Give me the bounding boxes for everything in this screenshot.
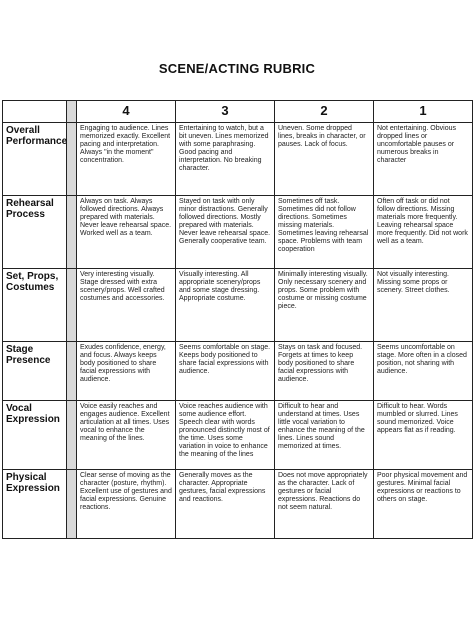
category-label: Physical Expression — [3, 470, 67, 539]
criteria-cell-3: Visually interesting. All appropriate scenery/props and some stage dressing. Appropriate costume. — [176, 269, 275, 342]
criteria-cell-1: Seems uncomfortable on stage. More often in a closed position, not sharing with audience. — [374, 342, 473, 401]
rubric-row-rehearsal-process — [3, 196, 473, 269]
criteria-cell-1: Not entertaining. Obvious dropped lines or uncomfortable pauses or numerous breaks in character — [374, 123, 473, 196]
score-header-4: 4 — [77, 101, 176, 123]
category-label: Overall Performance — [3, 123, 67, 196]
rubric-row-vocal-expression — [3, 401, 473, 470]
rubric-row-set-props-costumes — [3, 269, 473, 342]
criteria-cell-1: Difficult to hear. Words mumbled or slurred. Lines sound memorized. Voice appears flat as if reading. — [374, 401, 473, 470]
category-label: Vocal Expression — [3, 401, 67, 470]
criteria-cell-1: Poor physical movement and gestures. Minimal facial expressions or reactions to others on stage. — [374, 470, 473, 539]
category-label: Stage Presence — [3, 342, 67, 401]
category-label: Set, Props, Costumes — [3, 269, 67, 342]
rubric-row-overall-performance — [3, 123, 473, 196]
criteria-cell-3: Stayed on task with only minor distractions. Generally followed directions. Mostly prepared with materials. Never leave rehearsal space. Generally cooperative team. — [176, 196, 275, 269]
shaded-cell — [67, 470, 77, 539]
criteria-cell-2: Difficult to hear and understand at times. Uses little vocal variation to enhance the meaning of the lines. Lines sound memorized at times. — [275, 401, 374, 470]
shaded-cell — [67, 123, 77, 196]
criteria-cell-1: Not visually interesting. Missing some props or scenery. Street clothes. — [374, 269, 473, 342]
shaded-cell — [67, 342, 77, 401]
page-title: SCENE/ACTING RUBRIC — [158, 61, 316, 76]
criteria-cell-4: Always on task. Always followed directions. Always prepared with materials. Never leave rehearsal space. Worked well as a team. — [77, 196, 176, 269]
criteria-cell-2: Stays on task and focused. Forgets at times to keep body positioned to share facial expressions with audience. — [275, 342, 374, 401]
criteria-cell-4: Very interesting visually. Stage dressed with extra scenery/props. Well crafted costumes and accessories. — [77, 269, 176, 342]
shaded-cell — [67, 196, 77, 269]
criteria-cell-3: Voice reaches audience with some audience effort. Speech clear with words pronounced distinctly most of the time. Uses some variation in voice to enhance the meaning of the lines — [176, 401, 275, 470]
criteria-cell-3: Seems comfortable on stage. Keeps body positioned to share facial expressions with audience. — [176, 342, 275, 401]
criteria-cell-3: Entertaining to watch, but a bit uneven. Lines memorized with some paraphrasing. Good pacing and interpretation. No breaking character. — [176, 123, 275, 196]
header-corner-cell — [3, 101, 67, 123]
score-header-3: 3 — [176, 101, 275, 123]
header-shaded-cell — [67, 101, 77, 123]
criteria-cell-4: Exudes confidence, energy, and focus. Always keeps body positioned to share facial expressions with audience. — [77, 342, 176, 401]
criteria-cell-4: Clear sense of moving as the character (posture, rhythm). Excellent use of gestures and facial expressions. Genuine reactions. — [77, 470, 176, 539]
criteria-cell-2: Minimally interesting visually. Only necessary scenery and props. Some problem with costume or missing costume piece. — [275, 269, 374, 342]
criteria-cell-2: Uneven. Some dropped lines, breaks in character, or pauses. Lack of focus. — [275, 123, 374, 196]
criteria-cell-3: Generally moves as the character. Appropriate gestures, facial expressions and reactions. — [176, 470, 275, 539]
criteria-cell-2: Sometimes off task. Sometimes did not follow directions. Sometimes missing materials. Sometimes leaving rehearsal space. Problems with team cooperation — [275, 196, 374, 269]
criteria-cell-4: Voice easily reaches and engages audience. Excellent articulation at all times. Uses vocal to enhance the meaning of the lines. — [77, 401, 176, 470]
criteria-cell-4: Engaging to audience. Lines memorized exactly. Excellent pacing and interpretation. Always "in the moment" concentration. — [77, 123, 176, 196]
shaded-cell — [67, 269, 77, 342]
criteria-cell-2: Does not move appropriately as the character. Lack of gestures or facial expressions. Reactions do not seem natural. — [275, 470, 374, 539]
rubric-row-physical-expression — [3, 470, 473, 539]
shaded-cell — [67, 401, 77, 470]
header-row — [3, 101, 473, 123]
criteria-cell-1: Often off task or did not follow directions. Missing materials more frequently. Leaving rehearsal space more frequently. Did not work well as a team. — [374, 196, 473, 269]
category-label: Rehearsal Process — [3, 196, 67, 269]
rubric-table — [2, 100, 473, 539]
rubric-row-stage-presence — [3, 342, 473, 401]
score-header-1: 1 — [374, 101, 473, 123]
score-header-2: 2 — [275, 101, 374, 123]
